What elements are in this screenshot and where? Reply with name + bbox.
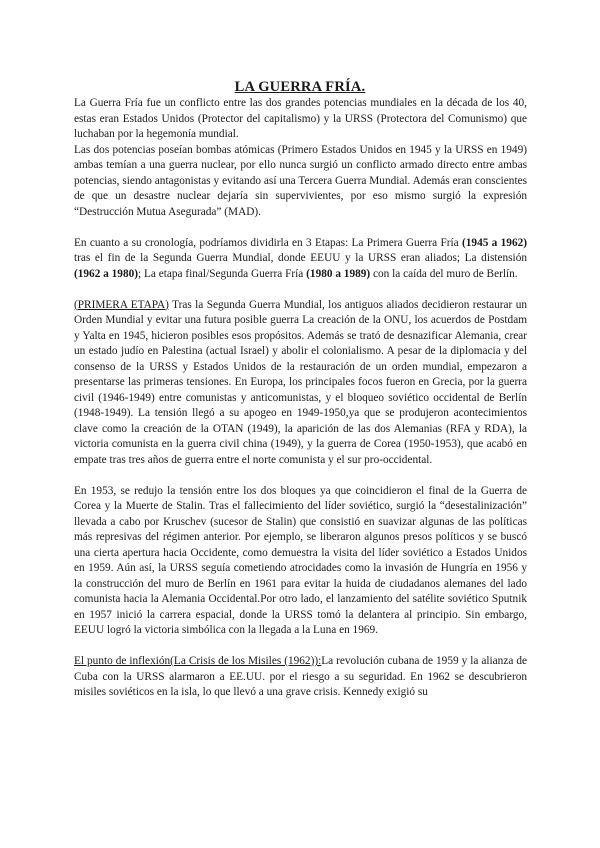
first-stage-text: Tras la Segunda Guerra Mundial, los antiguos aliados decidieron restaurar un Orden Mundial y evitar una futura posible guerra La creación de la ONU, los acuerdos de Postdam y Yalta en 1945, hicieron posibles esos propósitos. Además se trató de desnazificar Alemania, crear un estado judío en Palestina (actual Israel) y abolir el colonialismo. A pesar de la diplomacia y del consenso de la URSS y Estados Unidos de la restauración de un orden mundial, empezaron a presentarse las primeras tensiones. En Europa, los principales focos fueron en Grecia, por la guerra civil (1946-1949) entre comunistas y anticomunistas, y el bloqueo soviético occidental de Berlín (1948-1949). La tensión llegó a su apogeo en 1949-1950,ya que se produjeron acontecimientos clave como la creación de la OTAN (1949), la aparición de las dos Alemanias (RFA y RDA), la victoria comunista en la guerra civil china (1949), y la guerra de Corea (1950-1953), que acabó en empate tras tres años de guerra entre el norte comunista y el sur pro-occidental. [74, 298, 527, 466]
chronology-period-3: (1980 a 1989) [306, 267, 371, 280]
first-stage-paragraph [74, 298, 527, 469]
page-title: LA GUERRA FRÍA. [234, 79, 366, 95]
chronology-paragraph [74, 236, 527, 283]
atomic-bombs-paragraph: Las dos potencias poseían bombas atómicas (Primero Estados Unidos en 1945 y la URSS en 1949) ambas temían a una guerra nuclear, por ello nunca surgió un conflicto armado directo entre ambas potencias, siendo antagonistas y evitando así una Tercera Guerra Mundial. Además eran conscientes de que un desastre nuclear dejaría sin supervivientes, por eso mismo surgió la expresión “Destrucción Mutua Asegurada” (MAD). [74, 143, 527, 218]
document-body [74, 96, 527, 701]
chronology-text-1: En cuanto a su cronología, podríamos dividirla en 3 Etapas: La Primera Guerra Fría [74, 236, 463, 249]
chronology-text-4: con la caída del muro de Berlín. [370, 267, 518, 280]
intro-paragraph: La Guerra Fría fue un conflicto entre las dos grandes potencias mundiales en la década de los 40, estas eran Estados Unidos (Protector del capitalismo) y la URSS (Protectora del Comunismo) que luchaban por la hegemonía mundial. [74, 97, 527, 140]
destalinization-paragraph: En 1953, se redujo la tensión entre los dos bloques ya que coincidieron el final de la Guerra de Corea y la Muerte de Stalin. Tras el fallecimiento del líder soviético, surgió la “desestalinización” llevada a cabo por Kruschev (sucesor de Stalin) que consistió en suavizar algunas de las políticas más represivas del régimen anterior. Por ejemplo, se liberaron algunos presos políticos y se buscó una cierta apertura hacia Occidente, como demuestra la visita del líder soviético a Estados Unidos en 1959. Aún así, la URSS seguía cometiendo atrocidades como la invasión de Hungría en 1956 y la construcción del muro de Berlín en 1961 para evitar la huida de ciudadanos alemanes del lado comunista hacia la Alemania Occidental.Por otro lado, el lanzamiento del satélite soviético Sputnik en 1957 inició la carrera espacial, donde la URSS tomó la delantera al principio. Sin embargo, EEUU logró la victoria simbólica con la llegada a la Luna en 1969. [74, 484, 527, 636]
chronology-period-2: (1962 a 1980) [74, 267, 139, 280]
missile-crisis-paragraph [74, 654, 527, 701]
chronology-text-2: tras el fin de la Segunda Guerra Mundial, donde EEUU y la URSS eran aliados; La distensión [74, 252, 527, 264]
missile-crisis-label: El punto de inflexión(La Crisis de los Misiles (1962)): [74, 655, 322, 667]
chronology-text-3: ; La etapa final/Segunda Guerra Fría [138, 267, 307, 280]
chronology-period-1: (1945 a 1962) [462, 236, 528, 249]
missile-crisis-text: La revolución cubana de 1959 y la alianza de Cuba con la URSS alarmaron a EE.UU. por el riesgo a su seguridad. En 1962 se descubrieron misiles soviéticos en la isla, lo que llevó a una grave crisis. Kennedy exigió su [74, 655, 527, 698]
first-stage-label: (PRIMERA ETAPA) [74, 298, 169, 311]
